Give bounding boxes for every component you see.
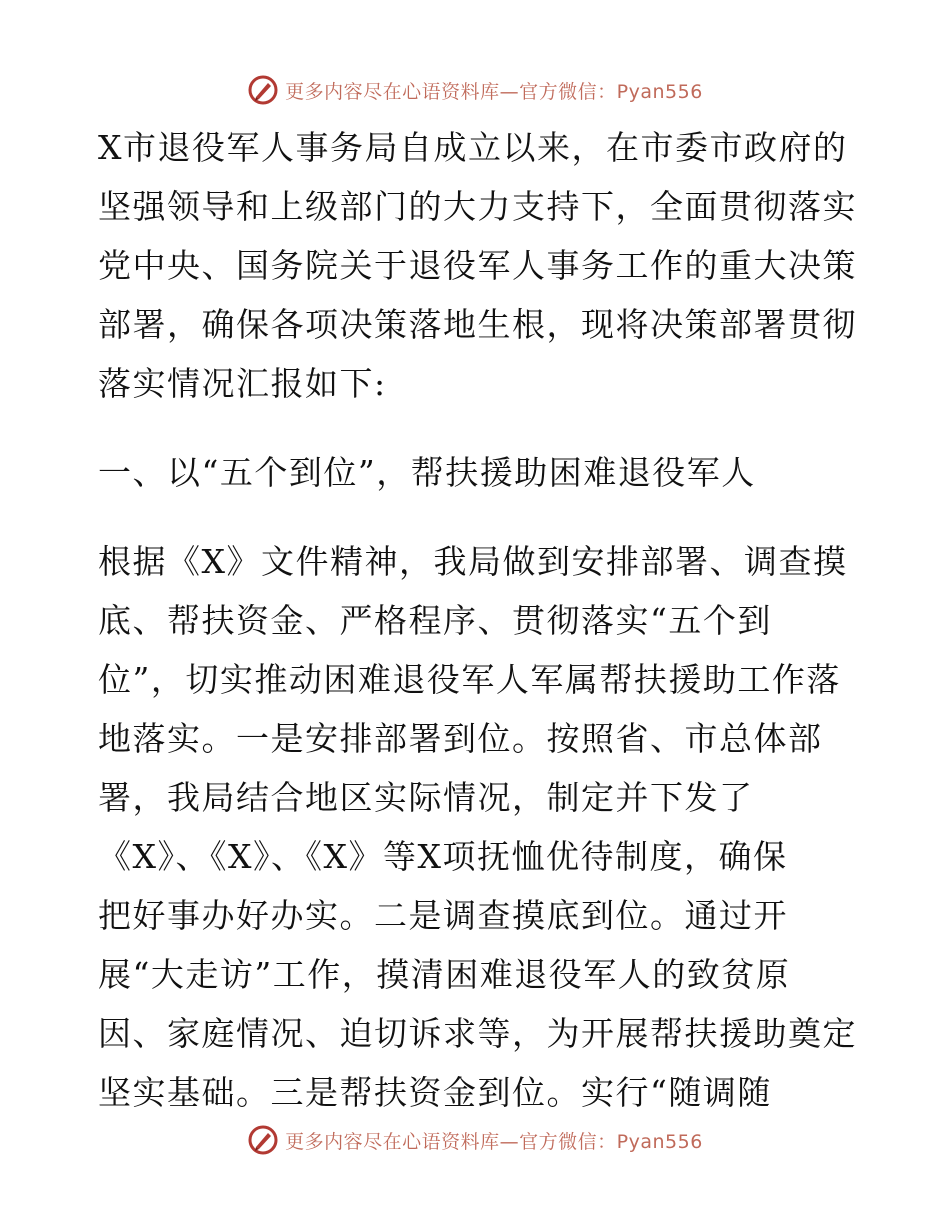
watermark-banner-top [0, 70, 950, 110]
text-line: 署，我局结合地区实际情况，制定并下发了 [98, 778, 754, 817]
text-line: 坚实基础。三是帮扶资金到位。实行“随调随 [98, 1073, 772, 1112]
text-line: 展“大走访”工作，摸清困难退役军人的致贫原 [98, 955, 791, 994]
watermark-text: 更多内容尽在心语资料库—官方微信：Pyan556 [285, 80, 703, 103]
section-heading: 一、以“五个到位”，帮扶援助困难退役军人 [98, 453, 756, 492]
text-line: 党中央、国务院关于退役军人事务工作的重大决策 [98, 246, 857, 285]
text-line: 底、帮扶资金、严格程序、贯彻落实“五个到 [98, 601, 772, 640]
paragraph-section-1 [98, 532, 858, 1122]
watermark-text: 更多内容尽在心语资料库—官方微信：Pyan556 [285, 1130, 703, 1153]
text-line: 因、家庭情况、迫切诉求等，为开展帮扶援助奠定 [98, 1014, 857, 1053]
text-line: 根据《X》文件精神，我局做到安排部署、调查摸 [98, 542, 848, 581]
text-line: 部署，确保各项决策落地生根，现将决策部署贯彻 [98, 305, 857, 344]
watermark-banner-bottom [0, 1120, 950, 1160]
text-line: 《X》、《X》、《X》等X项抚恤优待制度，确保 [98, 837, 788, 876]
text-line: 地落实。一是安排部署到位。按照省、市总体部 [98, 719, 823, 758]
text-line: 位”，切实推动困难退役军人军属帮扶援助工作落 [98, 660, 841, 699]
pen-logo-icon [247, 1124, 279, 1156]
text-line: 落实情况汇报如下: [98, 364, 387, 403]
text-line: 坚强领导和上级部门的大力支持下，全面贯彻落实 [98, 187, 857, 226]
text-line: X市退役军人事务局自成立以来，在市委市政府的 [98, 128, 848, 167]
paragraph-intro [98, 118, 858, 413]
text-line: 把好事办好办实。二是调查摸底到位。通过开 [98, 896, 788, 935]
document-body [98, 118, 858, 1122]
pen-logo-icon [247, 74, 279, 106]
